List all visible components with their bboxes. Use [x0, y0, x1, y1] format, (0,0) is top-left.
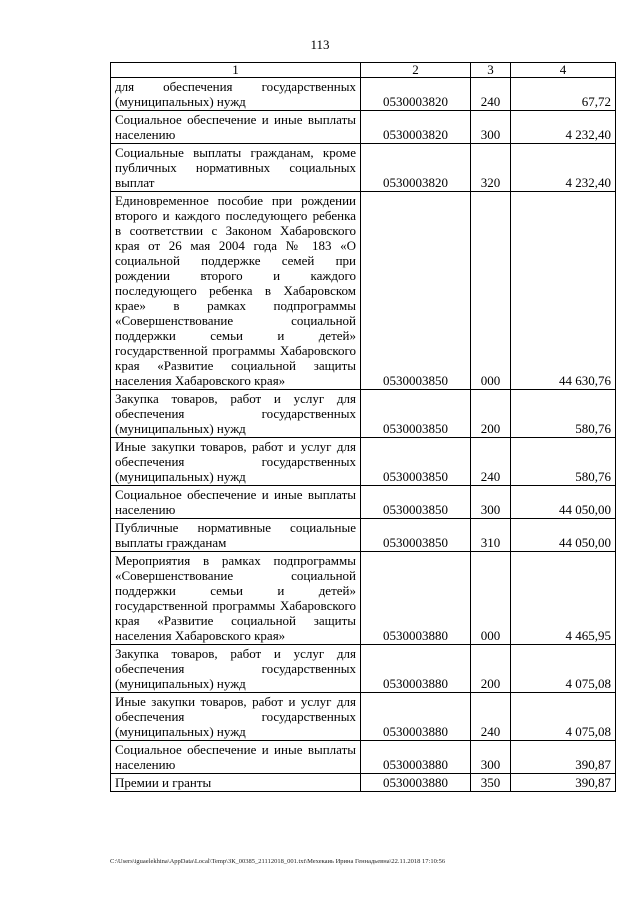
row-type: 240 — [471, 438, 511, 486]
row-amount: 390,87 — [511, 774, 616, 792]
page-number: 113 — [310, 37, 330, 52]
table-row — [111, 192, 616, 390]
column-header-amount: 4 — [511, 63, 616, 78]
row-type: 310 — [471, 519, 511, 552]
row-type: 240 — [471, 78, 511, 111]
row-description: Закупка товаров, работ и услуг для обеспечения государственных (муниципальных) нужд — [111, 645, 361, 693]
row-code: 0530003880 — [361, 774, 471, 792]
table-row — [111, 693, 616, 741]
row-amount: 44 630,76 — [511, 192, 616, 390]
table-row — [111, 144, 616, 192]
row-code: 0530003880 — [361, 693, 471, 741]
row-description: Социальное обеспечение и иные выплаты населению — [111, 486, 361, 519]
table-body — [111, 78, 616, 792]
budget-table — [110, 62, 616, 792]
row-type: 200 — [471, 645, 511, 693]
row-type: 200 — [471, 390, 511, 438]
row-type: 300 — [471, 741, 511, 774]
row-amount: 580,76 — [511, 390, 616, 438]
row-amount: 4 075,08 — [511, 693, 616, 741]
row-code: 0530003820 — [361, 78, 471, 111]
row-type: 320 — [471, 144, 511, 192]
row-description: Иные закупки товаров, работ и услуг для обеспечения государственных (муниципальных) нужд — [111, 693, 361, 741]
footer-path: C:\Users\iguaelekhina\AppData\Local\Temp\ЗК_00385_21112018_001.txt\Мехекаиь Ирина Геннадьевна\22.11.2018 17:10:56 — [110, 858, 446, 865]
table-row — [111, 552, 616, 645]
row-code: 0530003880 — [361, 645, 471, 693]
table-row — [111, 390, 616, 438]
table-row — [111, 78, 616, 111]
row-amount: 4 232,40 — [511, 144, 616, 192]
row-code: 0530003850 — [361, 390, 471, 438]
row-description: Публичные нормативные социальные выплаты гражданам — [111, 519, 361, 552]
row-type: 300 — [471, 486, 511, 519]
row-code: 0530003850 — [361, 438, 471, 486]
row-amount: 4 232,40 — [511, 111, 616, 144]
row-code: 0530003880 — [361, 741, 471, 774]
column-header-description: 1 — [111, 63, 361, 78]
row-amount: 44 050,00 — [511, 519, 616, 552]
row-code: 0530003850 — [361, 519, 471, 552]
row-code: 0530003880 — [361, 552, 471, 645]
row-description: Мероприятия в рамках подпрограммы «Совершенствование социальной поддержки семьи и детей» государственной программы Хабаровского края «Развитие социальной защиты населения Хабаровского края» — [111, 552, 361, 645]
row-description: Социальное обеспечение и иные выплаты населению — [111, 111, 361, 144]
row-amount: 67,72 — [511, 78, 616, 111]
row-code: 0530003820 — [361, 144, 471, 192]
row-description: Единовременное пособие при рождении второго и каждого последующего ребенка в соответствии с Законом Хабаровского края от 26 мая 2004 года № 183 «О социальной поддержке семей при рождении второго и каждого последующего ребенка в Хабаровском крае» в рамках подпрограммы «Совершенствование социальной поддержки семьи и детей» государственной программы Хабаровского края «Развитие социальной защиты населения Хабаровского края» — [111, 192, 361, 390]
table-header-row — [111, 63, 616, 78]
row-description: Закупка товаров, работ и услуг для обеспечения государственных (муниципальных) нужд — [111, 390, 361, 438]
row-amount: 580,76 — [511, 438, 616, 486]
row-description: Иные закупки товаров, работ и услуг для обеспечения государственных (муниципальных) нужд — [111, 438, 361, 486]
row-type: 240 — [471, 693, 511, 741]
row-description: Премии и гранты — [111, 774, 361, 792]
table-row — [111, 774, 616, 792]
row-amount: 44 050,00 — [511, 486, 616, 519]
table-row — [111, 486, 616, 519]
row-type: 000 — [471, 552, 511, 645]
row-description: для обеспечения государственных (муниципальных) нужд — [111, 78, 361, 111]
row-type: 350 — [471, 774, 511, 792]
row-description: Социальное обеспечение и иные выплаты населению — [111, 741, 361, 774]
row-amount: 390,87 — [511, 741, 616, 774]
table-row — [111, 741, 616, 774]
table-row — [111, 438, 616, 486]
row-amount: 4 075,08 — [511, 645, 616, 693]
row-description: Социальные выплаты гражданам, кроме публичных нормативных социальных выплат — [111, 144, 361, 192]
row-type: 300 — [471, 111, 511, 144]
column-header-code: 2 — [361, 63, 471, 78]
column-header-type: 3 — [471, 63, 511, 78]
table-row — [111, 111, 616, 144]
table-row — [111, 645, 616, 693]
row-code: 0530003850 — [361, 486, 471, 519]
row-code: 0530003850 — [361, 192, 471, 390]
table-row — [111, 519, 616, 552]
row-amount: 4 465,95 — [511, 552, 616, 645]
row-type: 000 — [471, 192, 511, 390]
row-code: 0530003820 — [361, 111, 471, 144]
